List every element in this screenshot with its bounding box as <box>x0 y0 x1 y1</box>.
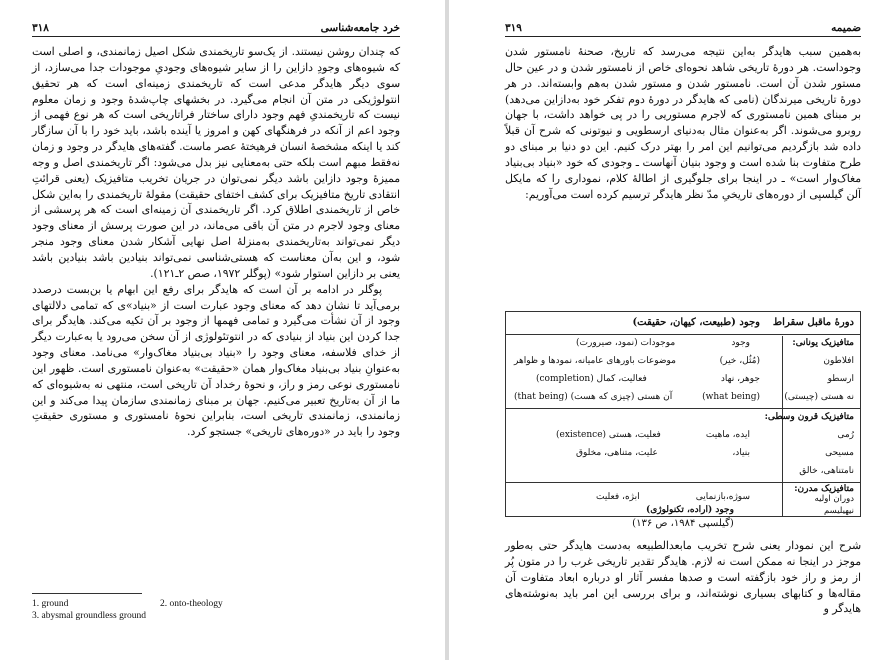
right-header-title: ضمیمه <box>831 22 861 34</box>
footnote-3: 3. abysmal groundless ground <box>32 611 146 621</box>
fig-header-being: وجود (طبیعت، کیهان، حقیقت) <box>632 317 760 328</box>
fig-object: ابژه، فعلیت <box>596 492 640 502</box>
left-page-number: ۳۱۸ <box>32 22 49 34</box>
fig-early-modern: دوران اولیه <box>814 494 854 504</box>
history-of-being-diagram <box>505 311 861 517</box>
fig-column-line <box>782 336 783 516</box>
fig-being: وجود <box>731 338 750 348</box>
fig-divider <box>506 334 860 335</box>
left-paragraph-2: پوگلر در ادامه بر آن است که هایدگر برای رفع این ابهام یا بن‌بست درصدد برمی‌آید تا نشان دهد که معنای وجود عبارت است از «بنیاد»ی که تمامی دلالتهای وجود از آن نشأت می‌گیرد و تمامی فهمها از وجود بر آن تکیه می‌کند. هایدگر برای جدا کردن این بنیاد از بنیادی که در انتوتئولوژی از آن سخن می‌رود یا به‌عبارت دیگر از خدای فلاسفه، معنای وجود را «بنیاد بی‌بنیاد مغاک‌وار» می‌نامد. معنای وجود به‌عنوانِ بنیاد بی‌بنیاد مغاک‌وار همان «حقیقت» به‌عنوان نامستوری است. ظهور این نامستوری نوعی رمز و راز، و نحوهٔ رخداد آن تاریخی است، منتهی نه به‌شیوه‌ای که ما از آن به‌تاریخ تعبیر می‌کنیم. جهان بر مبنای زمانمندی سازمان پیدا می‌کند و این زمانمندی، زمانمندی تاریخی است، بنابراین نحوهٔ نامستوری و مستوری حقیقتِ وجود را باید در «دوره‌های تاریخی» جستجو کرد. <box>32 282 400 439</box>
fig-christian-left: علیت، متناهی، مخلوق <box>576 448 658 458</box>
fig-infinite: نامتناهی، خالق <box>799 466 854 476</box>
fig-header-presocratic: دورهٔ ماقبل سقراط <box>772 317 854 328</box>
fig-section-medieval: متافیزیک قرون وسطی: <box>764 412 854 422</box>
left-body-text <box>32 44 400 440</box>
left-running-header <box>32 22 400 37</box>
fig-roman: رُمی <box>837 430 854 440</box>
figure-caption: (گیلسپی ۱۹۸۴، ص ۱۳۶) <box>632 518 734 529</box>
fig-plato: افلاطون <box>823 356 854 366</box>
left-paragraph-1: که چندان روشن نیستند. از یک‌سو تاریخمندی شکل اصیل زمانمندی، و اصلی است که شیوه‌های وجودِ دازاین را از سایر شیوه‌های وجودیِ موجودات جدا می‌سازد، از سوی دیگر هایدگر مدعی است که تاریخمندی زمینه‌ای است که هر تحقیق انتولوژیکی در متن آن انجام می‌گیرد. در بخشهای چاپ‌شدهٔ وجود و زمان معلوم نیست که تاریخمندیِ فهم وجود دارای ساختار فراتاریخی است که هر نوع فهمی از وجود اعم از آنکه در فرهنگهای کهن و امروز یا آینده باشد، باید خود را با آن سازگار کند یا اینکه مشخصهٔ انسان فرهیختهٔ عصر ماست. گفته‌های هایدگر در وجود و زمان نه‌فقط مبهم است بلکه حتی به‌معنایی نیز بدل می‌شود: اگر تاریخمندی اصل و وجه ممیزهٔ وجود دازاین باشد دیگر نمی‌توان در جریان تخریب متافیزیک (یعنی قرائتِ انتقادی تاریخ متافیزیک برای کشف اختفای حقیقت) مقولهٔ تاریخمندی را به‌این شکل خاص از تاریخمندی اطلاق کرد. اگر تاریخمندی آن زمینه‌ای است که هر پرسشی از معنای وجود لاجرم در متن آن باقی می‌ماند، در این صورت پرسش از معنای وجود دیگر نمی‌تواند به‌تاریخمندی به‌منزلهٔ اصل نهایی آشکار شدن معنای وجود منجر شود، و این به‌آن معناست که هستی‌شناسی نمی‌تواند بنیادین باشد بنیادین باشد یعنی بر دازاین استوار شود» (پوگلر ۱۹۷۲، صص ۲ـ۱۲۱). <box>32 45 400 280</box>
fig-that-being: آن هستی (چیزی که هست) (that being) <box>514 392 673 402</box>
fig-section-modern: متافیزیک مدرن: <box>794 484 854 494</box>
fig-section-greek: متافیزیک یونانی: <box>792 338 854 348</box>
fig-subject: سوژه،بازنمایی <box>695 492 750 502</box>
fig-divider <box>506 408 860 409</box>
fig-plato-left: موضوعات باورهای عامیانه، نمودها و ظواهر <box>514 356 676 366</box>
fig-what-being: (what being) <box>702 392 760 402</box>
footnote-rule <box>32 593 142 594</box>
right-page <box>449 0 894 660</box>
footnote-1: 1. ground <box>32 599 69 609</box>
fig-beings: موجودات (نمود، صیرورت) <box>576 338 676 348</box>
fig-aristotle-left: فعالیت، کمال (completion) <box>536 374 647 384</box>
fig-roman-mid: ایده، ماهیت <box>705 430 750 440</box>
fig-plato-mid: (مُثُل، خیر) <box>719 356 760 366</box>
left-header-title: خرد جامعه‌شناسی <box>320 22 400 34</box>
right-paragraph-2: شرح این نمودار یعنی شرح تخریب مابعدالطبیعه به‌دست هایدگر حتی به‌طور موجز در اینجا نه ممکن است نه لازم. هایدگر تقدیر تاریخی غرب را در متون پُر از رمز و راز خود بازگفته است و صدها مفسر آثار او درباره ابعاد متفاوت آن مقاله‌ها و کتابهای بسیاری نوشته‌اند، و برای بررسی این امر باید به‌نوشته‌های هایدگر و <box>505 539 861 616</box>
right-running-header <box>505 22 861 37</box>
left-page <box>0 0 445 660</box>
right-page-number: ۳۱۹ <box>505 22 522 34</box>
right-paragraph-1: به‌همین سبب هایدگر به‌این نتیجه می‌رسد که تاریخ، صحنهٔ نامستور شدن وجوداست. هر دورهٔ تاریخی شاهد نحوه‌ای خاص از نامستور شدن و در عین حال مستور شدن آن است. نامستور شدن و مستور شدن به‌هم وابسته‌اند. در هر دورهٔ تاریخی میرندگان (نامی که هایدگر در دورهٔ دوم تفکر خود به‌دازاین می‌دهد) بر مبنای همین نامستوری که لاجرم مستوریی را در پی خواهد داشت، با جهان روبرو می‌شوند. اگر به‌عنوان مثال به‌دنیای ارسطویی و نیوتونی که شرح آن قبلاً داده شد بازگردیم می‌توانیم این امر را بهتر درک کنیم. این دو دنیا بر مبنای دو طرح متفاوت بنا شده است و وجود بنیان آنهاست ـ وجودی که خود «بنیاد بی‌بنیاد مغاک‌وار است» ـ در اینجا برای جلوگیری از اطالهٔ کلام، نموداری را که مایکل آلن گیلسپی از دوره‌های تاریخیِ مدّ نظر هایدگر ترسیم کرده است می‌آوریم: <box>505 45 861 201</box>
fig-divider <box>506 482 860 483</box>
footnote-2: 2. onto-theology <box>160 599 223 609</box>
footnotes <box>32 598 332 622</box>
fig-nihilism: نیهیلیسم <box>823 506 854 516</box>
fig-christian-mid: بنیاد، <box>732 448 750 458</box>
fig-will-technology: وجود (اراده، تکنولوژی) <box>646 505 734 515</box>
fig-aristotle: ارسطو <box>827 374 854 384</box>
fig-christian: مسیحی <box>825 448 854 458</box>
fig-whatness: نه هستی (چیستی) <box>784 392 854 402</box>
fig-aristotle-mid: جوهر، نهاد <box>720 374 760 384</box>
fig-roman-left: فعلیت، هستی (existence) <box>556 430 661 440</box>
